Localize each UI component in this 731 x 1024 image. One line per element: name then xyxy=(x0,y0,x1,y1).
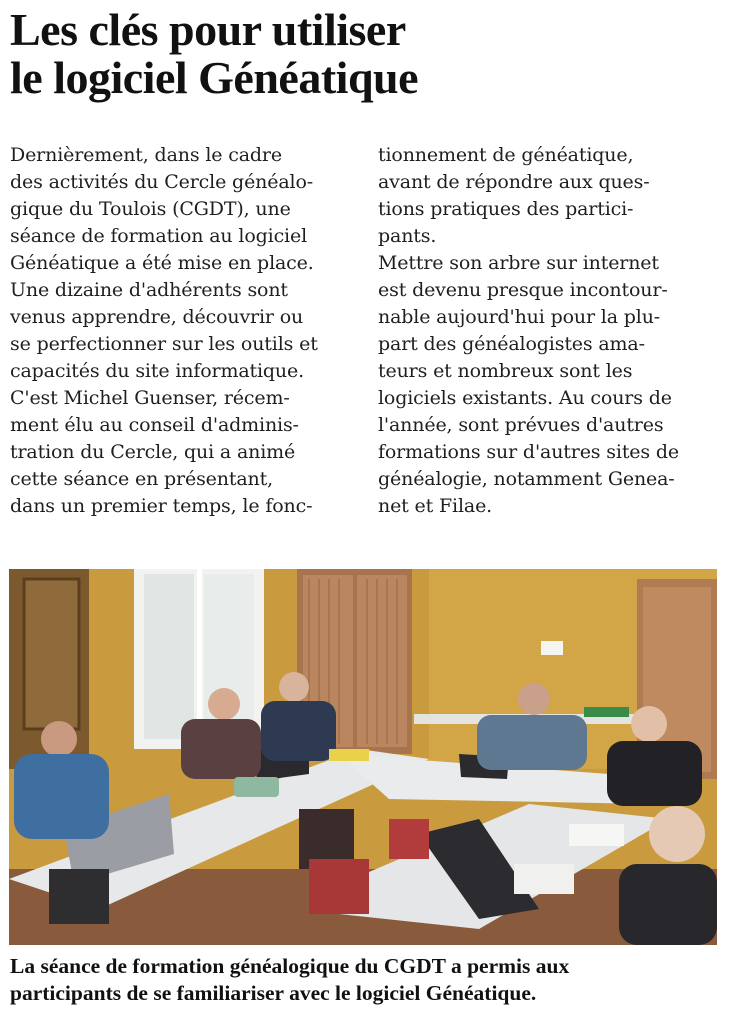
body-line: part des généalogistes ama- xyxy=(378,333,645,355)
body-line: Une dizaine d'adhérents sont xyxy=(10,279,288,301)
body-line: venus apprendre, découvrir ou xyxy=(10,306,304,328)
article-body-right-column xyxy=(378,142,723,520)
body-line: teurs et nombreux sont les xyxy=(378,360,633,382)
body-line: est devenu presque incontour- xyxy=(378,279,668,301)
body-line: nable aujourd'hui pour la plu- xyxy=(378,306,661,328)
caption-line-1: La séance de formation généalogique du CGDT a permis aux xyxy=(10,954,570,978)
body-line: Généatique a été mise en place. xyxy=(10,252,314,274)
body-line: cette séance en présentant, xyxy=(10,468,273,490)
body-line: tionnement de généatique, xyxy=(378,144,634,166)
body-line: net et Filae. xyxy=(378,495,493,517)
body-line: avant de répondre aux ques- xyxy=(378,171,650,193)
body-line: dans un premier temps, le fonc- xyxy=(10,495,313,517)
photo-caption xyxy=(10,953,725,1007)
body-line: généalogie, notamment Genea- xyxy=(378,468,675,490)
body-line: Mettre son arbre sur internet xyxy=(378,252,659,274)
article-body-left-column xyxy=(10,142,360,520)
article-photo xyxy=(9,569,717,945)
body-line: formations sur d'autres sites de xyxy=(378,441,679,463)
body-line: gique du Toulois (CGDT), une xyxy=(10,198,291,220)
body-line: tration du Cercle, qui a animé xyxy=(10,441,296,463)
body-line: logiciels existants. Au cours de xyxy=(378,387,672,409)
caption-line-2: participants de se familiariser avec le logiciel Généatique. xyxy=(10,981,537,1005)
headline-line-2: le logiciel Généatique xyxy=(10,52,419,103)
body-line: se perfectionner sur les outils et xyxy=(10,333,318,355)
body-line: séance de formation au logiciel xyxy=(10,225,308,247)
body-line: C'est Michel Guenser, récem- xyxy=(10,387,290,409)
body-line: pants. xyxy=(378,225,437,247)
body-line: ment élu au conseil d'adminis- xyxy=(10,414,299,436)
body-line: des activités du Cercle généalo- xyxy=(10,171,314,193)
article-headline xyxy=(10,6,725,102)
headline-line-1: Les clés pour utiliser xyxy=(10,4,406,55)
body-line: capacités du site informatique. xyxy=(10,360,304,382)
body-line: l'année, sont prévues d'autres xyxy=(378,414,664,436)
body-line: Dernièrement, dans le cadre xyxy=(10,144,282,166)
body-line: tions pratiques des partici- xyxy=(378,198,634,220)
